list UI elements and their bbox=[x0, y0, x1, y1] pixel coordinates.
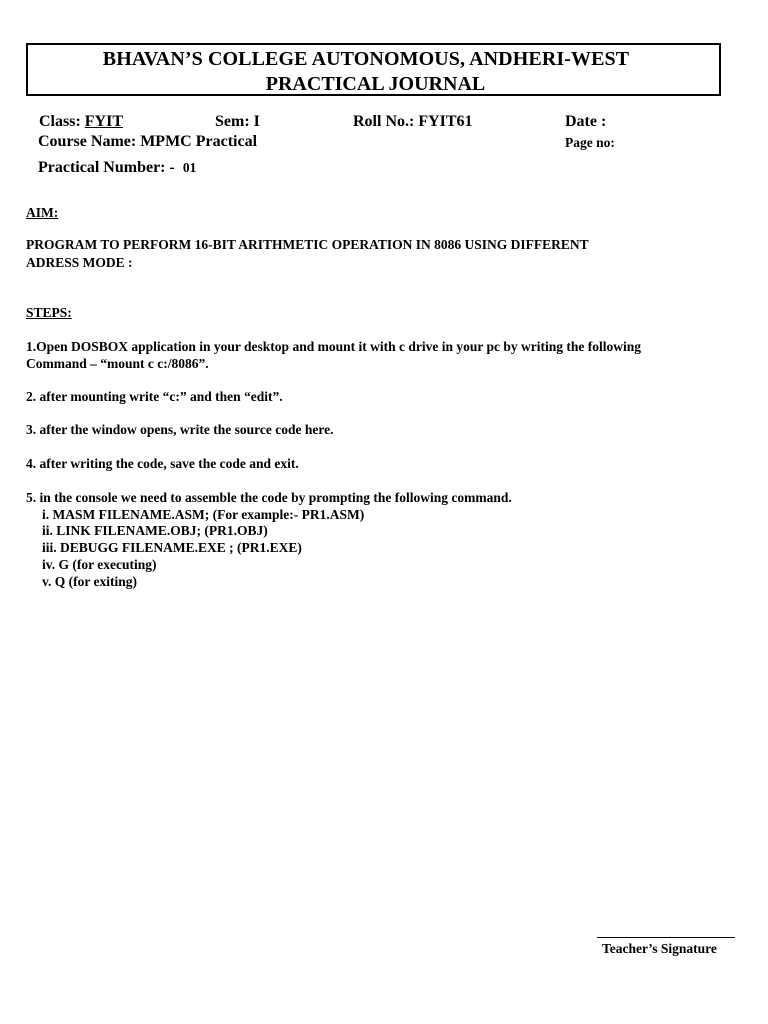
college-name: BHAVAN’S COLLEGE AUTONOMOUS, ANDHERI-WEST bbox=[102, 48, 630, 70]
substep-quit: v. Q (for exiting) bbox=[42, 574, 137, 589]
aim-heading: AIM: bbox=[26, 205, 59, 220]
steps-heading: STEPS: bbox=[26, 305, 72, 320]
class-label: Class: bbox=[39, 113, 81, 130]
header-box bbox=[26, 43, 721, 96]
teacher-signature-label: Teacher’s Signature bbox=[602, 941, 717, 956]
practical-number-value: 01 bbox=[182, 160, 197, 175]
roll-field: Roll No.: FYIT61 bbox=[353, 113, 473, 130]
journal-title: PRACTICAL JOURNAL bbox=[265, 73, 486, 95]
practical-number-field bbox=[38, 159, 196, 177]
step-1-line-1: 1.Open DOSBOX application in your desktop and mount it with c drive in your pc by writing the following bbox=[26, 339, 641, 354]
step-2: 2. after mounting write “c:” and then “edit”. bbox=[26, 389, 283, 404]
page-no-field: Page no: bbox=[565, 135, 615, 150]
substep-masm: i. MASM FILENAME.ASM; (For example:- PR1.ASM) bbox=[42, 507, 365, 522]
class-value: FYIT bbox=[84, 113, 124, 130]
aim-line-1: PROGRAM TO PERFORM 16-BIT ARITHMETIC OPERATION IN 8086 USING DIFFERENT bbox=[26, 237, 589, 252]
substep-go: iv. G (for executing) bbox=[42, 557, 157, 572]
step-5: 5. in the console we need to assemble the code by prompting the following command. bbox=[26, 490, 512, 505]
substep-link: ii. LINK FILENAME.OBJ; (PR1.OBJ) bbox=[42, 523, 268, 538]
sem-field: Sem: I bbox=[215, 113, 260, 130]
practical-number-label: Practical Number: - bbox=[38, 159, 175, 176]
signature-line bbox=[597, 937, 735, 938]
step-3: 3. after the window opens, write the source code here. bbox=[26, 422, 334, 437]
substep-debug: iii. DEBUGG FILENAME.EXE ; (PR1.EXE) bbox=[42, 540, 302, 555]
class-field bbox=[39, 113, 123, 131]
aim-line-2: ADRESS MODE : bbox=[26, 255, 133, 270]
course-field: Course Name: MPMC Practical bbox=[38, 133, 258, 150]
step-4: 4. after writing the code, save the code and exit. bbox=[26, 456, 299, 471]
date-field: Date : bbox=[565, 113, 607, 130]
step-1-line-2: Command – “mount c c:/8086”. bbox=[26, 356, 209, 371]
